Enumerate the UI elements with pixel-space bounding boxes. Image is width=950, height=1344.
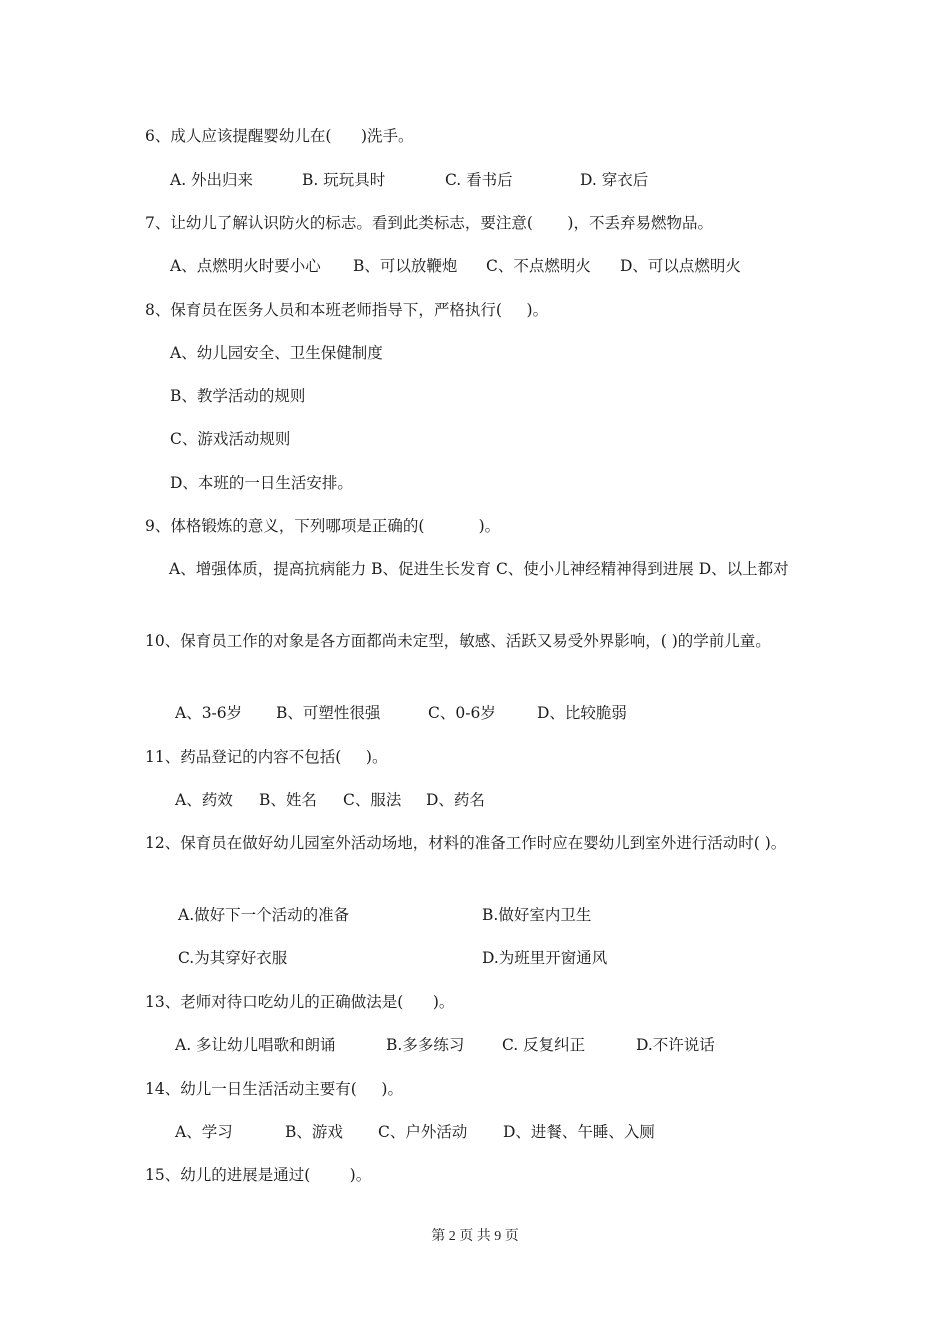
question-8-option-b: B、教学活动的规则	[170, 387, 306, 405]
question-11-option-b: B、姓名	[259, 791, 317, 809]
question-11-option-c: C、服法	[343, 791, 402, 809]
question-13-option-d: D.不许说话	[636, 1036, 715, 1054]
question-10-option-c: C、0-6岁	[428, 704, 496, 722]
question-7-option-c: C、不点燃明火	[486, 257, 591, 275]
question-13-stem: 13、老师对待口吃幼儿的正确做法是( )。	[145, 993, 455, 1011]
question-10-option-a: A、3-6岁	[175, 704, 243, 722]
question-7-option-d: D、可以点燃明火	[620, 257, 741, 275]
question-6-option-d: D. 穿衣后	[580, 171, 649, 189]
question-12-option-a: A.做好下一个活动的准备	[178, 906, 350, 924]
question-11-option-a: A、药效	[175, 791, 233, 809]
question-15-stem: 15、幼儿的进展是通过( )。	[145, 1166, 372, 1184]
question-9-stem: 9、体格锻炼的意义，下列哪项是正确的( )。	[145, 517, 501, 535]
question-14-option-c: C、户外活动	[378, 1123, 468, 1141]
question-12-stem: 12、保育员在做好幼儿园室外活动场地，材料的准备工作时应在婴幼儿到室外进行活动时( )。	[145, 834, 787, 852]
question-8-stem: 8、保育员在医务人员和本班老师指导下，严格执行( )。	[145, 301, 549, 319]
question-7-stem: 7、让幼儿了解认识防火的标志。看到此类标志，要注意( )，不丢弃易燃物品。	[145, 214, 713, 232]
question-13-option-c: C. 反复纠正	[502, 1036, 586, 1054]
question-13-option-a: A. 多让幼儿唱歌和朗诵	[175, 1036, 336, 1054]
question-10-option-b: B、可塑性很强	[276, 704, 381, 722]
question-12-option-c: C.为其穿好衣服	[178, 949, 288, 967]
question-6-stem: 6、成人应该提醒婴幼儿在( )洗手。	[145, 127, 414, 145]
question-12-option-d: D.为班里开窗通风	[482, 949, 608, 967]
question-11-option-d: D、药名	[426, 791, 485, 809]
question-14-option-b: B、游戏	[285, 1123, 343, 1141]
question-7-option-b: B、可以放鞭炮	[353, 257, 458, 275]
question-14-option-a: A、学习	[175, 1123, 233, 1141]
question-7-option-a: A、点燃明火时要小心	[170, 257, 321, 275]
question-6-option-b: B. 玩玩具时	[302, 171, 386, 189]
question-8-option-c: C、游戏活动规则	[170, 430, 291, 448]
question-12-option-b: B.做好室内卫生	[482, 906, 592, 924]
question-14-option-d: D、进餐、午睡、入厕	[503, 1123, 655, 1141]
question-14-stem: 14、幼儿一日生活活动主要有( )。	[145, 1080, 403, 1098]
question-6-option-a: A. 外出归来	[170, 171, 254, 189]
question-8-option-d: D、本班的一日生活安排。	[170, 474, 353, 492]
question-10-stem: 10、保育员工作的对象是各方面都尚未定型，敏感、活跃又易受外界影响，( )的学前儿童。	[145, 632, 771, 650]
question-13-option-b: B.多多练习	[386, 1036, 465, 1054]
page-footer: 第 2 页 共 9 页	[431, 1229, 519, 1244]
question-6-option-c: C. 看书后	[445, 171, 513, 189]
question-10-option-d: D、比较脆弱	[537, 704, 627, 722]
question-8-option-a: A、幼儿园安全、卫生保健制度	[170, 344, 383, 362]
question-9-options: A、增强体质，提高抗病能力 B、促进生长发育 C、使小儿神经精神得到进展 D、以上都对	[169, 560, 789, 578]
question-11-stem: 11、药品登记的内容不包括( )。	[145, 748, 388, 766]
